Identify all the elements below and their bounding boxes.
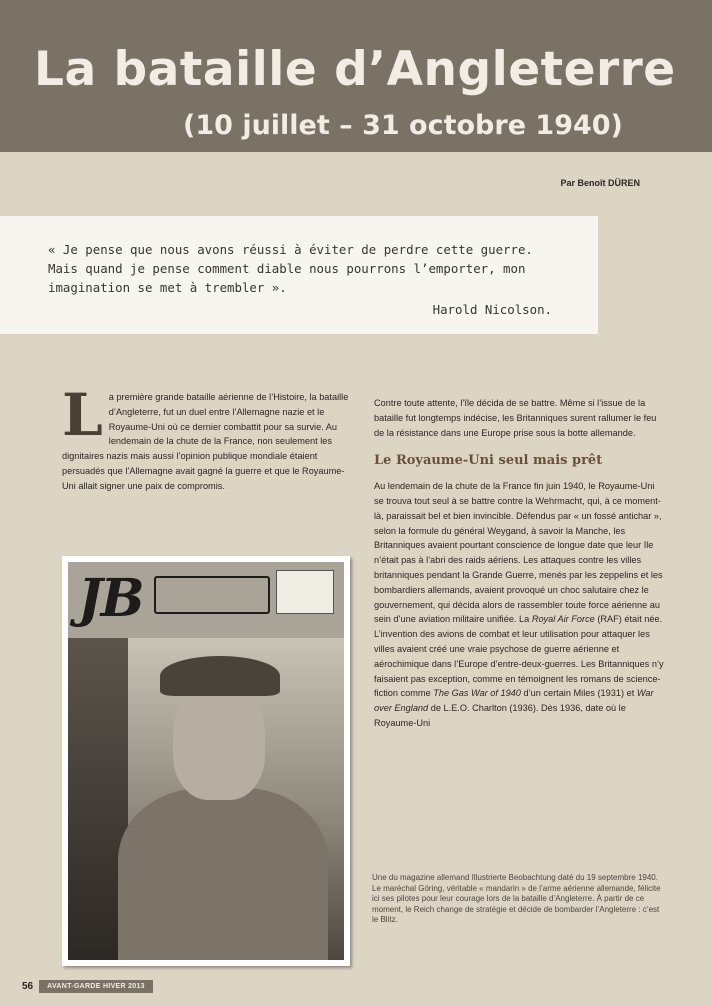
magazine-masthead-band bbox=[154, 576, 270, 614]
magazine-logo: JB bbox=[78, 568, 143, 629]
section-heading: Le Royaume-Uni seul mais prêt bbox=[374, 453, 603, 469]
magazine-date-box bbox=[276, 570, 334, 614]
title-banner bbox=[0, 0, 712, 152]
article-right-intro: Contre toute attente, l’île décida de se battre. Même si l’issue de la bataille fut longtemps indécise, les Britanniques surent rallumer le feu de la résistance dans une Europe prise sous la botte allemande. bbox=[374, 398, 657, 438]
epigraph-box bbox=[0, 216, 598, 334]
section-body-part: d’un certain Miles (1931) et bbox=[520, 688, 637, 699]
section-body-part: Au lendemain de la chute de la France fin juin 1940, le Royaume-Uni se trouva tout seul à se battre contre la Wehrmacht, qui, à ce moment-là, paraissait bel et bien invincible. Défendus par « un fossé antichar », selon la formule du général Weygand, à savoir la Manche, les Britanniques avaient pourtant conscience de longue date que leur île n’était pas à l’abri des raids aériens. Les attaques contre les villes britanniques pendant la Grande Guerre, menés par les zeppelins et les bombardiers allemands, avaient provoqué un choc salutaire chez le gouvernement, qui décida alors de rassembler toute force aérienne au sein d’une aviation militaire unifiée. La bbox=[374, 481, 663, 625]
section-body-part: (RAF) était née. L’invention des avions de combat et leur utilisation pour attaquer les villes avaient créé une vraie psychose de guerre aérienne et aérochimique dans l’Europe d’entre-deux-guerres. Les Britanniques n’y faisaient pas exception, comme en témoignent les romans de science-fiction comme bbox=[374, 614, 664, 699]
epigraph-author: Harold Nicolson. bbox=[432, 302, 552, 317]
article-column-left bbox=[62, 381, 350, 494]
epigraph-text: « Je pense que nous avons réussi à éviter de perdre cette guerre. Mais quand je pense comment diable nous pourrons l’emporter, mon imagination se met à trembler ». bbox=[48, 242, 533, 295]
page-subtitle: (10 juillet – 31 octobre 1940) bbox=[183, 110, 623, 141]
officer-uniform bbox=[118, 788, 328, 960]
photo-scene bbox=[68, 638, 344, 960]
page-footer bbox=[0, 978, 153, 994]
officer-cap bbox=[160, 656, 280, 696]
book-title: War over England bbox=[374, 688, 654, 714]
raf-name: Royal Air Force bbox=[531, 614, 595, 625]
photo-image bbox=[68, 562, 344, 960]
drop-cap: L bbox=[62, 381, 103, 449]
footer-tag: AVANT-GARDE HIVER 2013 bbox=[39, 980, 153, 993]
page-number: 56 bbox=[22, 980, 34, 992]
officer-face bbox=[173, 682, 265, 800]
article-intro: a première grande bataille aérienne de l’Histoire, la bataille d’Angleterre, fut un duel entre l’Allemagne nazie et le Royaume-Uni où ce dernier combattit pour sa survie. Au lendemain de la chute de la France, non seulement les dignitaires nazis mais aussi l’opinion publique mondiale étaient persuadés que l’Allemagne avait gagné la guerre et que le Royaume-Uni allait signer une paix de compromis. bbox=[62, 392, 349, 491]
book-title: The Gas War of 1940 bbox=[433, 688, 521, 699]
page-title: La bataille d’Angleterre bbox=[34, 42, 676, 97]
section-body bbox=[374, 479, 666, 731]
author-byline: Par Benoît DÜREN bbox=[560, 178, 640, 188]
magazine-cover-photo bbox=[62, 556, 350, 966]
photo-caption: Une du magazine allemand Illustrierte Beobachtung daté du 19 septembre 1940. Le maréchal Göring, véritable « mandarin » de l’arme aérienne allemande, félicite ici ses pilotes pour leur courage lors de la bataille d’Angleterre. À partir de ce moment, le Reich change de stratégie et décide de bombarder l’Angleterre : c’est le Blitz. bbox=[372, 873, 661, 925]
article-column-right bbox=[374, 396, 666, 731]
section-body-part: de L.E.O. Charlton (1936). Dès 1936, date où le Royaume-Uni bbox=[374, 703, 626, 728]
